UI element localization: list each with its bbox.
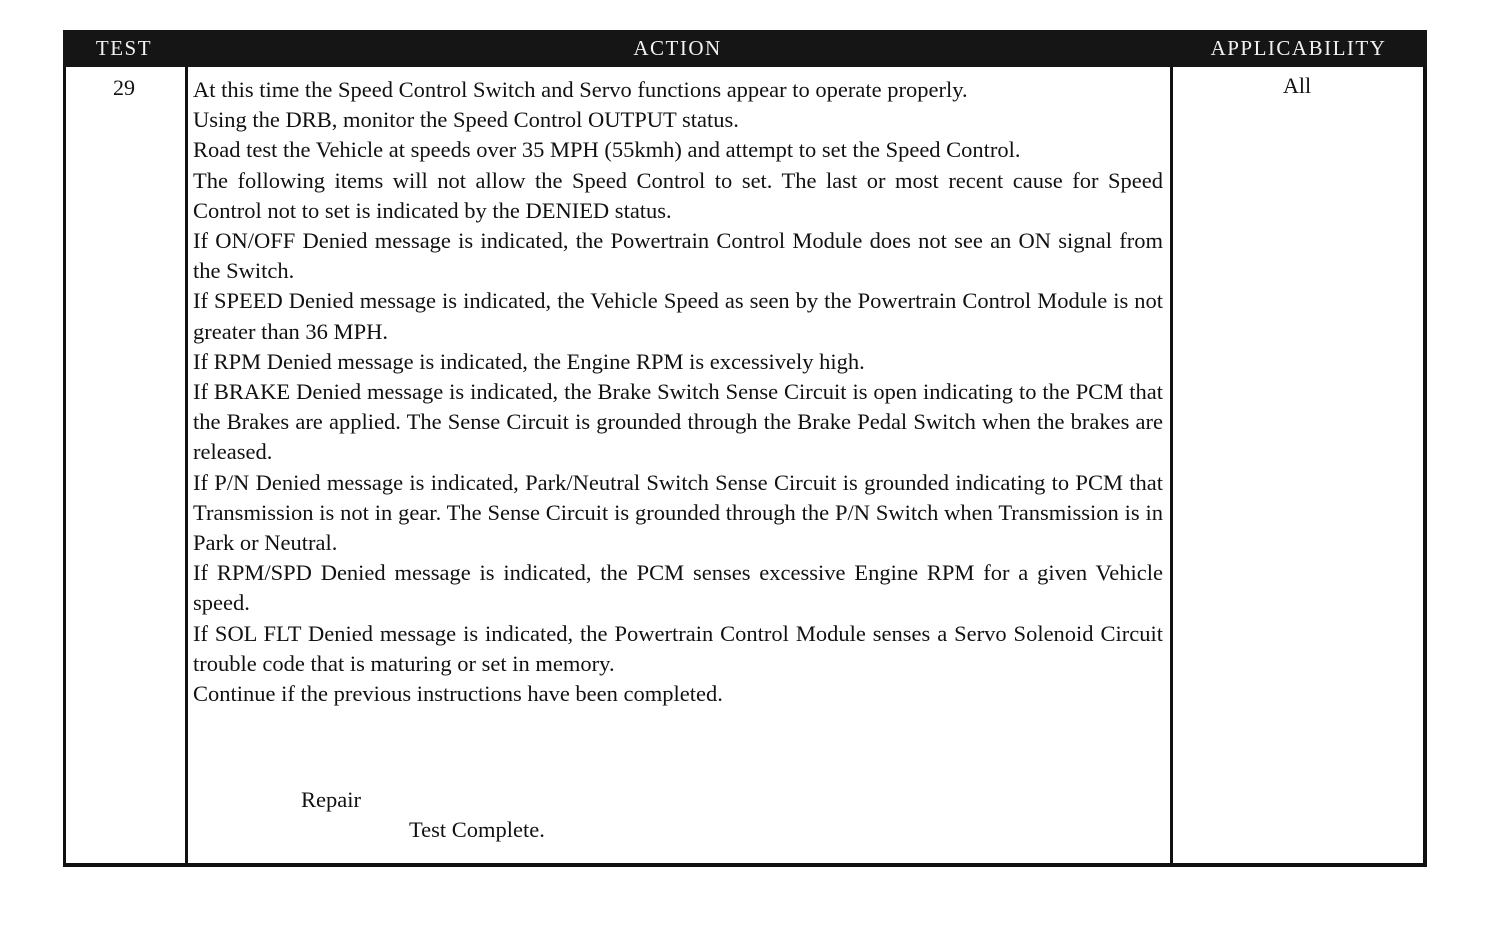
action-paragraph: If RPM/SPD Denied message is indicated, the PCM senses excessive Engine RPM for a given Vehicle speed. — [193, 560, 1163, 616]
action-paragraph: Road test the Vehicle at speeds over 35 MPH (55kmh) and attempt to set the Speed Control. — [193, 137, 1021, 163]
action-paragraph: At this time the Speed Control Switch and Servo functions appear to operate properly. — [193, 77, 968, 102]
action-paragraph: If ON/OFF Denied message is indicated, the Powertrain Control Module does not see an ON signal from the Switch. — [193, 228, 1163, 284]
action-paragraph: Using the DRB, monitor the Speed Control OUTPUT status. — [193, 107, 739, 133]
action-paragraph: The following items will not allow the Speed Control to set. The last or most recent cause for Speed Control not to set is indicated by the DENIED status. — [193, 167, 1163, 223]
applicability-value: All — [1282, 73, 1312, 98]
header-test: TEST — [95, 36, 153, 60]
header-action: ACTION — [633, 36, 722, 60]
action-paragraph: If P/N Denied message is indicated, Park/Neutral Switch Sense Circuit is grounded indicating to PCM that Transmission is not in gear. The Sense Circuit is grounded through the P/N Switch when Transmission is in Park or Neutral. — [193, 469, 1163, 556]
column-divider — [185, 67, 188, 863]
action-paragraph: Continue if the previous instructions have been completed. — [193, 681, 723, 707]
result-value: Test Complete. — [409, 817, 545, 842]
result-label: Repair — [301, 787, 361, 812]
column-divider — [1170, 67, 1173, 863]
diagnostic-table — [63, 30, 1427, 867]
action-paragraph: If SPEED Denied message is indicated, the Vehicle Speed as seen by the Powertrain Control Module is not greater than 36 MPH. — [193, 288, 1163, 344]
action-paragraph: If RPM Denied message is indicated, the Engine RPM is excessively high. — [193, 348, 865, 374]
table-header — [63, 30, 1427, 67]
action-paragraph: If SOL FLT Denied message is indicated, the Powertrain Control Module senses a Servo Solenoid Circuit trouble code that is maturing or set in memory. — [193, 620, 1163, 676]
action-instructions — [193, 75, 1163, 709]
header-applicability: APPLICABILITY — [1210, 36, 1387, 60]
action-paragraph: If BRAKE Denied message is indicated, the Brake Switch Sense Circuit is open indicating to the PCM that the Brakes are applied. The Sense Circuit is grounded through the Brake Pedal Switch when the brakes are released. — [193, 379, 1163, 465]
test-number: 29 — [113, 75, 135, 100]
